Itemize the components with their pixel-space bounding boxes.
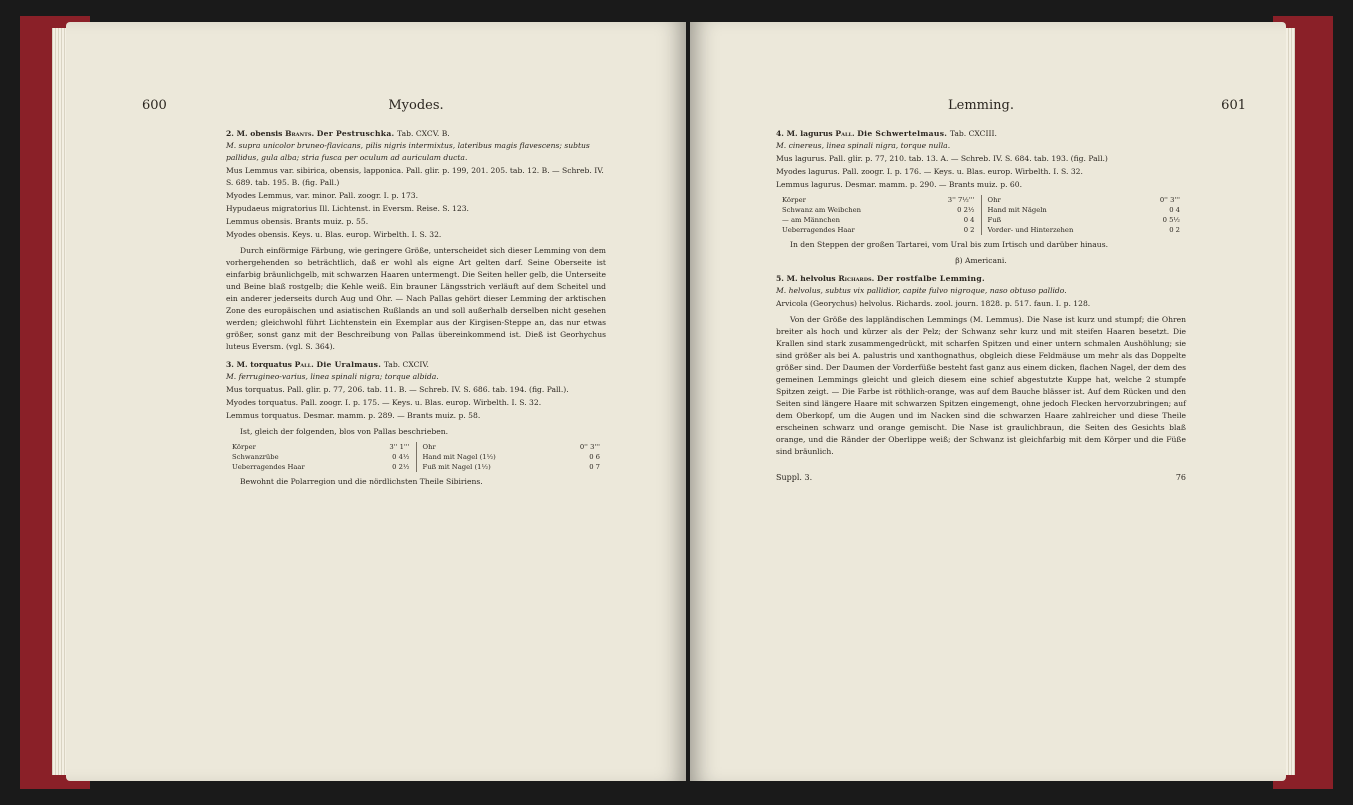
measurement-label: Hand mit Nagel (1½) [422,453,496,461]
measurement-row [423,452,601,462]
measurement-value: 0 2 [1169,226,1180,234]
entry-5-author: Richards. [838,274,875,283]
entry-3-synonym: Lemmus torquatus. Desmar. mamm. p. 289. — Brants muiz. p. 58. [226,411,481,420]
left-running-title: Myodes. [388,98,444,113]
measurement-label: Ueberragendes Haar [232,463,305,471]
entry-5-number: 5. M. helvolus [776,274,836,283]
right-page-number: 601 [1221,98,1246,113]
entry-4-number: 4. M. lagurus [776,129,833,138]
entry-4-synonym: Mus lagurus. Pall. glir. p. 77, 210. tab. 13. A. — Schreb. IV. S. 684. tab. 193. (fig. Pall.) [776,154,1108,163]
right-page-footer [776,472,1186,484]
measurement-value: 0 4 [963,216,975,224]
measurement-label: Fuß [987,216,1002,224]
signature-mark: Suppl. 3. [776,473,813,482]
measurement-value: 3'' 7½''' [947,196,975,204]
measurement-value: 0 2 [963,226,975,234]
entry-5-german-name: Der rostfalbe Lemming. [876,274,985,283]
measurements-left-column [776,195,981,235]
entry-4-german-name: Die Schwertelmaus. [857,129,948,138]
measurement-label: Körper [782,196,806,204]
measurement-value: 0 2½ [392,463,410,471]
entry-3-plate: Tab. CXCIV. [383,360,429,369]
measurement-row [423,442,601,452]
entry-5-diagnosis: M. helvolus, subtus vix pallidior, capite fulvo nigroque, naso obtuso pallido. [776,286,1067,295]
measurement-row [423,462,601,472]
entry-3-heading [226,359,606,371]
measurements-left-column [226,442,416,472]
entry-3-diagnosis: M. ferrugineo-varius, linea spinali nigra; torque albida. [226,372,439,381]
entry-2-synonym: Myodes obensis. Keys. u. Blas. europ. Wirbelth. I. S. 32. [226,230,442,239]
measurement-value: 0 4½ [392,453,410,461]
measurement-label: Schwanz am Weibchen [782,206,862,214]
measurement-row [232,452,410,462]
entry-3-measurements [226,442,606,472]
entry-2-text: Durch einförmige Färbung, wie geringere Größe, unterscheidet sich dieser Lemming von dem vorhergehenden so beträchtlich, daß er wohl als eigne Art gelten darf. Seine Oberseite ist einfarbig bräunlichgelb, mit schwarzen Haaren untermengt. Die Seiten heller gelb, die Unterseite und Beine blaß rostgelb; die Kehle weiß. Ein brauner Längsstrich verläuft auf dem Scheitel und ein anderer jederseits durch Aug und Ohr. — Nach Pallas gehört dieser Lemming der arktischen Zone des europäischen und asiatischen Rußlands an und soll außerhalb derselben nicht gesehen werden; gleichwohl führt Lichtenstein ein Exemplar aus der Kirgisen-Steppe an, das nur etwas größer, sonst ganz mit der Beschreibung von Pallas übereinkommend ist. Dieß ist Georhychus luteus Eversm. (vgl. S. 364). [226,246,606,351]
entry-2-number: 2. M. obensis [226,129,283,138]
measurement-row [988,225,1181,235]
right-running-title: Lemming. [948,98,1014,113]
measurement-row [232,462,410,472]
measurements-right-column [416,442,607,472]
entry-5-text: Von der Größe des lappländischen Lemmings (M. Lemmus). Die Nase ist kurz und stumpf; die Ohren breiter als hoch und kürzer als der Pelz; der Schwanz sehr kurz und mit steifen Haaren besetzt. Die Krallen sind stark zusammengedrückt, mit scharfen Spitzen und einer untern schmalen Aushöhlung; sie sind größer als bei A. palustris und xanthognathus, obgleich diese Feldmäuse um mehr als das Doppelte größer sind. Der Daumen der Vorderfüße besteht fast ganz aus einem dicken, flachen Nagel, der dem des gemeinen Lemmings gleicht und gleich diesem eine schief abgestutzte Kuppe hat, welche 2 stumpfe Spitzen zeigt. — Die Farbe ist röthlich-orange, was auf dem Bauche blässer ist. Auf dem Rücken und den Seiten sind längere Haare mit schwarzen Spitzen eingemengt, ohne jedoch Flecken hervorzubringen; auf dem Oberkopf, um die Augen und im Nacken sind die schwarzen Haare zahlreicher und diese Theile erscheinen schwarz und orange gemischt. Die Nase ist graulichbraun, die Seiten des Gesichts blaß orange, und die Ränder der Oberlippe weiß; der Schwanz ist gleichfarbig mit dem Körper und die Füße sind bräunlich. [776,315,1186,456]
measurement-label: Schwanzrübe [232,453,279,461]
measurement-row [782,205,975,215]
measurement-row [782,195,975,205]
right-page [690,22,1286,781]
entry-4-measurements [776,195,1186,235]
entry-3-text: Bewohnt die Polarregion und die nördlichsten Theile Sibiriens. [240,477,483,486]
entry-2-synonym: Lemmus obensis. Brants muiz. p. 55. [226,217,369,226]
measurement-row [988,195,1181,205]
measurement-label: — am Männchen [782,216,840,224]
measurement-value: 0 2½ [957,206,975,214]
entry-4-synonym: Lemmus lagurus. Desmar. mamm. p. 290. — Brants muiz. p. 60. [776,180,1023,189]
entry-2-synonym: Hypudaeus migratorius Ill. Lichtenst. in Eversm. Reise. S. 123. [226,204,469,213]
measurement-label: Ohr [987,196,1001,204]
measurement-value: 0 6 [589,453,600,461]
entry-2-heading [226,128,606,140]
entry-2-synonym: Mus Lemmus var. sibirica, obensis, lapponica. Pall. glir. p. 199, 201. 205. tab. 12. B. — Schreb. IV. S. 689. tab. 195. B. (fig. Pall.) [226,166,604,187]
entry-4-plate: Tab. CXCIII. [949,129,997,138]
entry-3-synonym: Myodes torquatus. Pall. zoogr. I. p. 175. — Keys. u. Blas. europ. Wirbelth. I. S. 32. [226,398,542,407]
entry-4-diagnosis: M. cinereus, linea spinali nigra, torque nulla. [776,141,951,150]
entry-2-synonym: Myodes Lemmus, var. minor. Pall. zoogr. I. p. 173. [226,191,419,200]
entry-3-number: 3. M. torquatus [226,360,292,369]
measurement-value: 3'' 1''' [389,443,410,451]
left-page [66,22,686,781]
gathering-number: 76 [1175,473,1186,482]
entry-3-synonym: Mus torquatus. Pall. glir. p. 77, 206. tab. 11. B. — Schreb. IV. S. 686. tab. 194. (fig. Pall.). [226,385,569,394]
left-page-content [142,98,606,492]
right-running-head [776,98,1246,122]
measurement-row [988,205,1181,215]
book-spread [20,10,1333,795]
measurement-label: Körper [232,443,256,451]
measurements-right-column [981,195,1187,235]
entry-2-german-name: Der Pestruschka. [316,129,395,138]
measurement-value: 0 4 [1169,206,1180,214]
measurement-row [782,215,975,225]
entry-3-author: Pall. [294,360,314,369]
entry-4-synonym: Myodes lagurus. Pall. zoogr. I. p. 176. — Keys. u. Blas. europ. Wirbelth. I. S. 32. [776,167,1083,176]
right-page-content [776,98,1246,484]
measurement-value: 0'' 3''' [1159,196,1180,204]
entry-4-text: In den Steppen der großen Tartarei, vom Ural bis zum Irtisch und darüber hinaus. [790,240,1109,249]
measurement-value: 0'' 3''' [579,443,600,451]
measurement-label: Ueberragendes Haar [782,226,855,234]
entry-3-intro: Ist, gleich der folgenden, blos von Pallas beschrieben. [240,427,449,436]
measurement-label: Fuß mit Nagel (1½) [422,463,491,471]
measurement-row [232,442,410,452]
entry-3-german-name: Die Uralmaus. [316,360,382,369]
entry-2-plate: Tab. CXCV. B. [397,129,450,138]
entry-5-synonym: Arvicola (Georychus) helvolus. Richards. zool. journ. 1828. p. 517. faun. I. p. 128. [776,299,1091,308]
entry-5-heading [776,273,1186,285]
measurement-label: Vorder- und Hinterzehen [987,226,1074,234]
left-page-number: 600 [142,98,167,113]
measurement-row [782,225,975,235]
measurement-label: Ohr [422,443,436,451]
entry-2-author: Brants. [285,129,315,138]
measurement-value: 0 7 [589,463,600,471]
entry-4-author: Pall. [835,129,855,138]
measurement-value: 0 5½ [1162,216,1180,224]
section-heading: β) Americani. [955,256,1007,265]
measurement-row [988,215,1181,225]
measurement-label: Hand mit Nägeln [987,206,1047,214]
entry-4-heading [776,128,1186,140]
entry-2-diagnosis: M. supra unicolor bruneo-flavicans, pilis nigris intermixtus, lateribus magis flavescens; subtus pallidus, gula alba; stria fusca per oculum ad auriculam ducta. [226,141,590,162]
left-running-head [142,98,606,122]
